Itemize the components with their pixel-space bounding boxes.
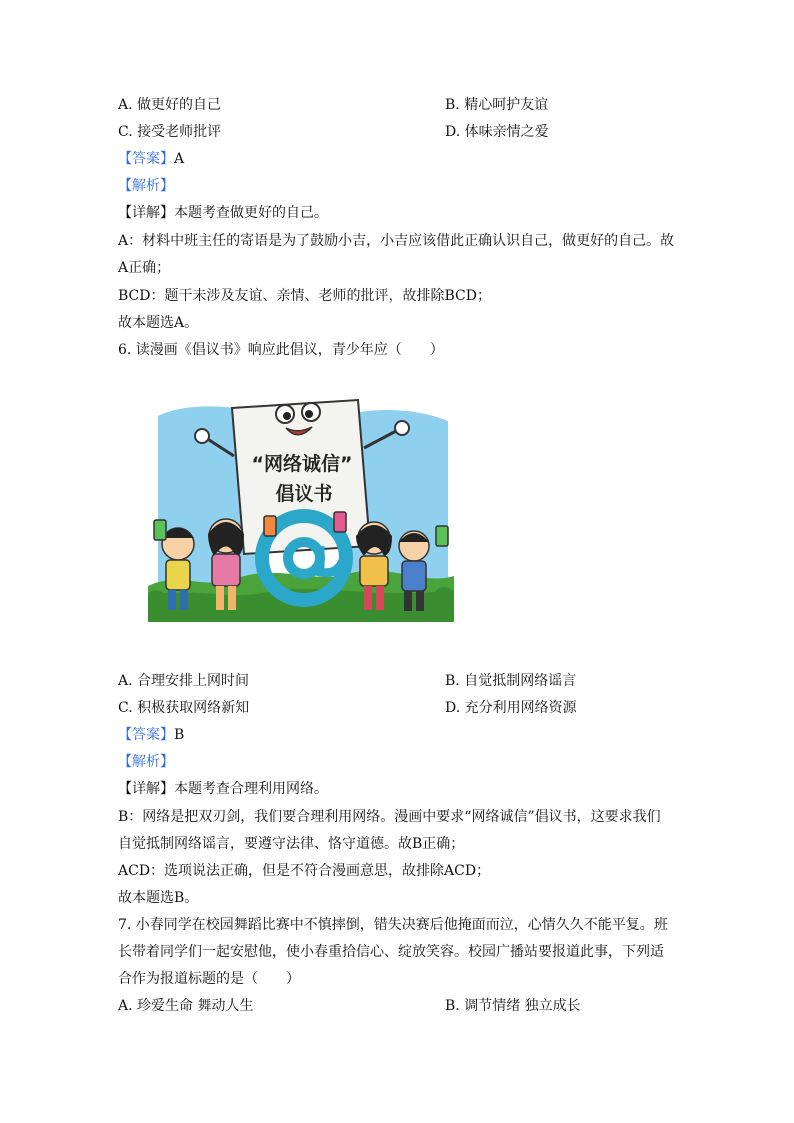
- q6-answer: [118, 725, 184, 745]
- q6-option-d: D. 充分利用网络资源: [445, 700, 577, 716]
- answer-value: B: [174, 727, 185, 743]
- q7-option-b: B. 调节情绪 独立成长: [445, 998, 581, 1014]
- q5-option-b: B. 精心呵护友谊: [445, 97, 549, 113]
- paper-pupil-left: [283, 412, 291, 420]
- q5-explanation-line: A：材料中班主任的寄语是为了鼓励小吉，小吉应该借此正确认识自己，做更好的自己。故: [118, 233, 675, 249]
- proposal-paper: [232, 400, 370, 554]
- answer-value: A: [174, 151, 185, 167]
- detail-text: 本题考查做更好的自己。: [174, 205, 328, 221]
- q6-explanation-line: 故本题选B。: [118, 890, 199, 906]
- answer-tag: 【答案】: [118, 151, 174, 167]
- q5-option-d: D. 体味亲情之爱: [445, 124, 549, 140]
- q5-analysis: [118, 176, 174, 196]
- q5-option-c: C. 接受老师批评: [118, 124, 222, 140]
- q5-explanation-line: 故本题选A。: [118, 315, 199, 331]
- paper-hand-left: [195, 429, 209, 443]
- paper-hand-right: [395, 421, 409, 435]
- q6-option-a: A. 合理安排上网时间: [118, 673, 250, 689]
- answer-tag: 【答案】: [118, 727, 174, 743]
- detail-tag: 【详解】: [118, 781, 174, 797]
- q7-option-a: A. 珍爱生命 舞动人生: [118, 998, 254, 1014]
- q5-answer: [118, 149, 184, 169]
- detail-text: 本题考查合理利用网络。: [174, 781, 328, 797]
- phone-icon: [264, 516, 276, 536]
- paper-title-line1: “网络诚信”: [251, 453, 353, 475]
- q6-option-b: B. 自觉抵制网络谣言: [445, 673, 577, 689]
- bush: [433, 587, 454, 609]
- q5-explanation-line: A正确；: [118, 260, 171, 276]
- q6-analysis: [118, 752, 174, 772]
- q6-explanation-line: B：网络是把双刃剑，我们要合理利用网络。漫画中要求“网络诚信”倡议书，这要求我们: [118, 809, 661, 825]
- q7-stem-line: 长带着同学们一起安慰他，使小春重拾信心、绽放笑容。校园广播站要报道此事，下列适: [118, 944, 664, 960]
- phone-icon: [436, 526, 448, 546]
- q5-detail: [118, 203, 328, 223]
- q6-explanation-line: ACD：选项说法正确，但是不符合漫画意思，故排除ACD；: [118, 863, 491, 879]
- cartoon-image: [148, 386, 454, 622]
- analysis-tag: 【解析】: [118, 754, 174, 770]
- q6-explanation-line: 自觉抵制网络谣言，要遵守法律、恪守道德。故B正确；: [118, 836, 465, 852]
- q6-option-c: C. 积极获取网络新知: [118, 700, 250, 716]
- q7-stem-line: 7. 小春同学在校园舞蹈比赛中不慎摔倒，错失决赛后他掩面而泣，心情久久不能平复。班: [118, 917, 668, 933]
- detail-tag: 【详解】: [118, 205, 174, 221]
- q6-stem: 6. 读漫画《倡议书》响应此倡议，青少年应（ ）: [118, 342, 444, 358]
- q6-detail: [118, 779, 328, 799]
- q5-option-a: A. 做更好的自己: [118, 97, 222, 113]
- paper-pupil-right: [305, 410, 313, 418]
- phone-icon: [334, 512, 346, 532]
- phone-icon: [154, 520, 166, 540]
- paper-title-line2: 倡议书: [275, 483, 333, 505]
- analysis-tag: 【解析】: [118, 178, 174, 194]
- q7-stem-line: 合作为报道标题的是（ ）: [118, 971, 300, 987]
- at-sign-core: [288, 542, 320, 574]
- q5-explanation-line: BCD：题干未涉及友谊、亲情、老师的批评，故排除BCD；: [118, 288, 491, 304]
